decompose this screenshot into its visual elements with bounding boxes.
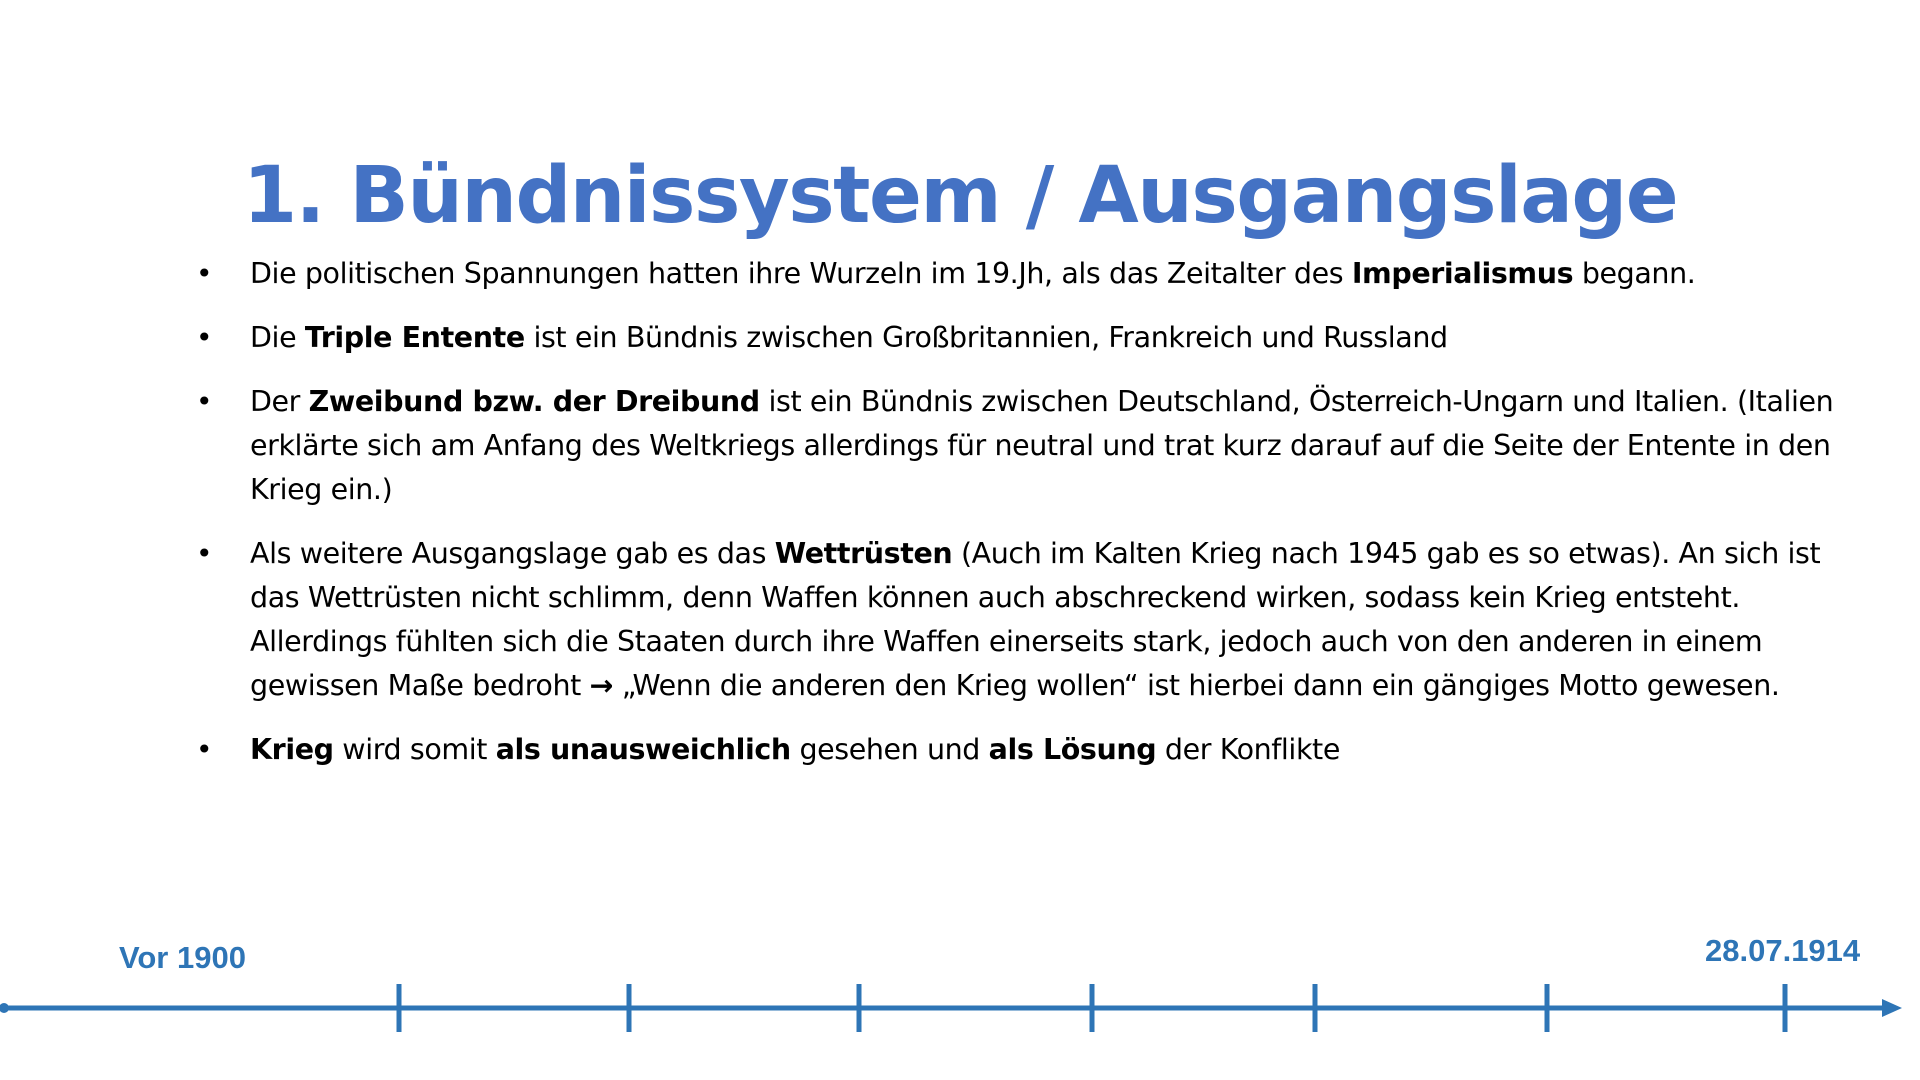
- bullet-text: gesehen und: [790, 733, 989, 766]
- bullet-text: Die politischen Spannungen hatten ihre Wurzeln im 19.Jh, als das Zeitalter des: [250, 257, 1352, 290]
- bullet-dot-icon: •: [195, 321, 213, 354]
- bullet-bold-text: Imperialismus: [1351, 257, 1574, 290]
- bullet-text: Die: [250, 321, 305, 354]
- bullet-dot-icon: •: [195, 385, 213, 418]
- slide-title: 1. Bündnissystem / Ausgangslage: [242, 151, 1678, 242]
- bullet-text: begann.: [1573, 257, 1696, 290]
- bullet-bold-text: Krieg: [250, 733, 334, 766]
- timeline-start-label: Vor 1900: [119, 940, 246, 975]
- bullet-bold-text: als Lösung: [988, 733, 1157, 766]
- timeline-svg: [0, 940, 1920, 1060]
- bullet-item: [194, 532, 1834, 708]
- bullet-text: der Konflikte: [1156, 733, 1340, 766]
- bullet-text: Der: [250, 385, 309, 418]
- bullet-item: [194, 316, 1834, 360]
- bullet-bold-text: Triple Entente: [304, 321, 525, 354]
- bullet-dot-icon: •: [195, 257, 213, 290]
- bullet-text: ist ein Bündnis zwischen Großbritannien, Frankreich und Russland: [524, 321, 1448, 354]
- bullet-text: „Wenn die anderen den Krieg wollen“ ist hierbei dann ein gängiges Motto gewesen.: [613, 669, 1780, 702]
- bullet-bold-text: als unausweichlich: [495, 733, 791, 766]
- timeline-end-label: 28.07.1914: [1705, 933, 1861, 968]
- bullet-text: Als weitere Ausgangslage gab es das: [250, 537, 775, 570]
- timeline-start-dot: [0, 1003, 9, 1013]
- bullet-text: wird somit: [333, 733, 496, 766]
- bullet-bold-text: Wettrüsten: [774, 537, 953, 570]
- timeline: [0, 933, 1920, 1060]
- bullet-item: [194, 380, 1834, 512]
- bullet-dot-icon: •: [195, 733, 213, 766]
- bullet-item: [194, 252, 1834, 296]
- bullet-bold-text: →: [589, 669, 614, 702]
- bullet-list: [194, 252, 1834, 792]
- bullet-bold-text: Zweibund bzw. der Dreibund: [308, 385, 760, 418]
- bullet-dot-icon: •: [195, 537, 213, 570]
- bullet-text: (Auch im Kalten Krieg nach 1945 gab es so etwas). An sich ist das Wettrüsten nicht schlimm, denn Waffen können auch abschreckend wirken, sodass kein Krieg entsteht. Allerdings fühlten sich die Staaten durch ihre Waffen einerseits stark, jedoch auch von den anderen in einem gewissen Maße bedroht: [250, 537, 1821, 702]
- timeline-arrow-icon: [1882, 999, 1902, 1017]
- bullet-text: ist ein Bündnis zwischen Deutschland, Österreich-Ungarn und Italien. (Italien erklärte sich am Anfang des Weltkriegs allerdings für neutral und trat kurz darauf auf die Seite der Entente in den Krieg ein.): [250, 385, 1834, 506]
- bullet-item: [194, 728, 1834, 772]
